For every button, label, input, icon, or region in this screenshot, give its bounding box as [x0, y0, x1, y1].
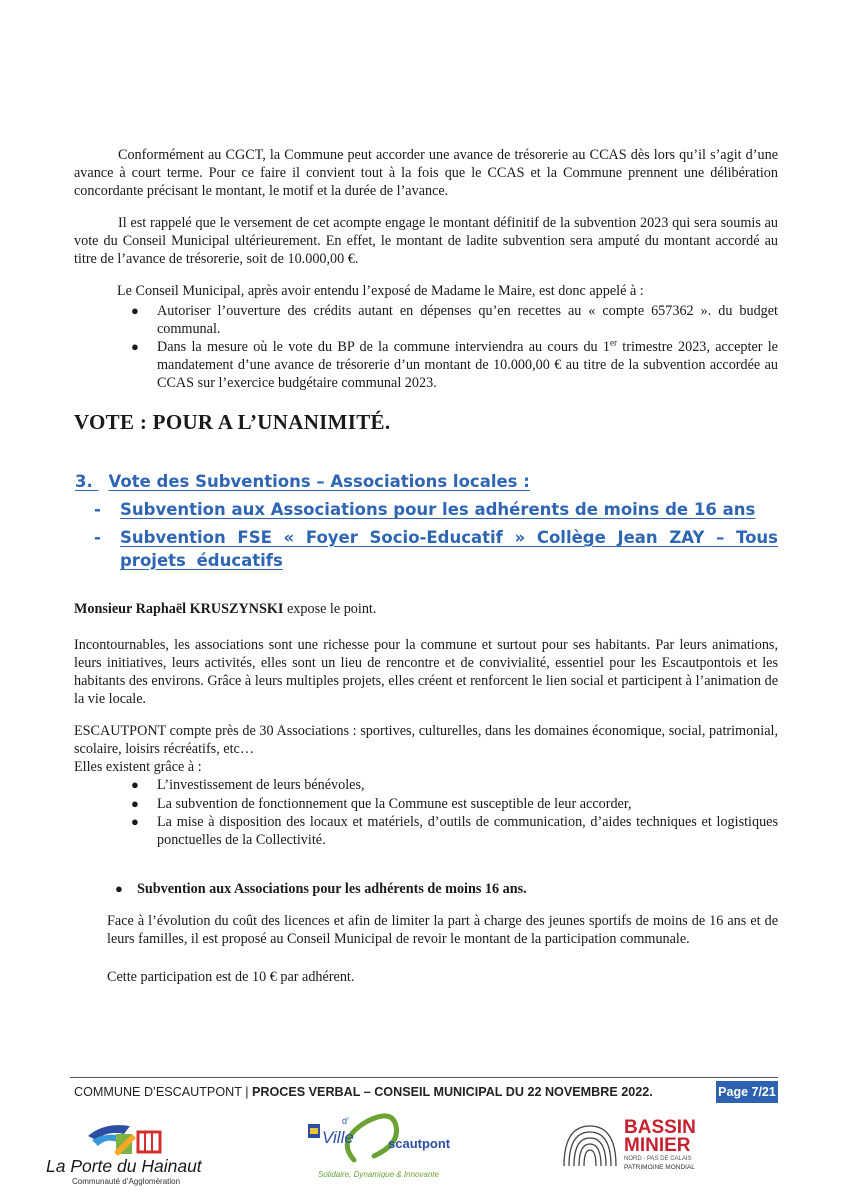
subheading-text: Subvention aux Associations pour les adhérents de moins de 16 ans: [120, 500, 756, 519]
list-item-text: La subvention de fonctionnement que la Commune est susceptible de leur accorder,: [157, 796, 632, 812]
ville-rest: scautpont: [388, 1136, 451, 1151]
paragraph-associations: Incontournables, les associations sont une richesse pour la commune et surtout pour ses habitants. Par leurs animations, leurs initiatives, leurs activités, elles sont un lieu de rencontre et de convivialité, essentiel pour les Escautpontois et les habitants des environs. Grâce à leurs multiples projets, elles créent et renforcent le lien social et participent à l’animation de la vie locale.: [74, 637, 778, 707]
porte-du-hainaut-logo: [44, 1112, 202, 1192]
list-item-text: L’investissement de leurs bénévoles,: [157, 777, 365, 793]
footer-divider: [70, 1077, 778, 1078]
bassin-minier-logo: [560, 1114, 700, 1178]
footer-pv-title: PROCES VERBAL – CONSEIL MUNICIPAL DU 22 NOVEMBRE 2022.: [251, 1085, 653, 1099]
list-item: [131, 776, 778, 794]
porte-logo-name: La Porte du Hainaut: [46, 1156, 202, 1176]
paragraph-conseil-appele: Le Conseil Municipal, après avoir entendu l’exposé de Madame le Maire, est donc appelé à :: [117, 283, 644, 299]
list-item-text: Dans la mesure où le vote du BP de la commune interviendra au cours du 1: [157, 339, 611, 355]
paragraph-existent: Elles existent grâce à :: [74, 759, 202, 775]
bullet-icon: ●: [131, 303, 139, 318]
bassin-word: BASSIN: [624, 1117, 696, 1138]
list-item: [131, 302, 778, 338]
minier-word: MINIER: [624, 1135, 691, 1156]
bold-list-item: [115, 880, 778, 898]
paragraph-avance-tresorerie: Conformément au CGCT, la Commune peut accorder une avance de trésorerie au CCAS dès lors qu’il s’agit d’une avance à court terme. Pour ce faire il convient tout à la fois que le CCAS et la Commune prennent une délibération concordante précisant le montant, le motif et la durée de l’avance.: [74, 147, 778, 199]
footer-commune: COMMUNE D’ESCAUTPONT |: [74, 1085, 249, 1099]
dash-icon: -: [94, 500, 101, 519]
speaker-action: expose le point.: [283, 601, 377, 617]
section-subheading: [94, 526, 778, 572]
paragraph-acompte: Il est rappelé que le versement de cet acompte engage le montant définitif de la subvention 2023 qui sera soumis au vote du Conseil Municipal ultérieurement. En effet, le montant de ladite subvention sera amputé du montant accordé au titre de l’avance de trésorerie, soit de 10.000,00 €.: [74, 215, 778, 267]
list-item-text: Autoriser l’ouverture des crédits autant en dépenses qu’en recettes au « compte 657362 ». du budget communal.: [157, 303, 778, 337]
paragraph-escautpont: ESCAUTPONT compte près de 30 Associations : sportives, culturelles, dans les domaines économique, social, patrimonial, scolaire, loisirs récréatifs, etc…: [74, 723, 778, 757]
subheading-text: Subvention FSE « Foyer Socio-Educatif » Collège Jean ZAY – Tous projets éducatifs: [120, 528, 778, 570]
list-item-text: La mise à disposition des locaux et matériels, d’outils de communication, d’aides techniques et logistiques ponctuelles de la Collectivité.: [157, 814, 778, 848]
bassin-region: NORD - PAS DE CALAIS: [624, 1156, 692, 1162]
ville-d: d’: [342, 1116, 350, 1126]
list-item-text: Subvention aux Associations pour les adhérents de moins 16 ans.: [137, 881, 527, 897]
list-item: [131, 795, 778, 813]
list-item-text: trimestre 2023, accepter le mandatement d’une avance de trésorerie d’un montant de 10.000,00 € au titre de la subvention accordée au CCAS sur l’exercice budgétaire communal 2023.: [157, 339, 778, 391]
footer-title: [74, 1085, 653, 1099]
paragraph-participation: Cette participation est de 10 € par adhérent.: [107, 969, 355, 985]
bullet-icon: ●: [131, 814, 139, 829]
page-number-badge: Page 7/21: [716, 1081, 778, 1103]
superscript: er: [610, 337, 618, 348]
bullet-icon: ●: [131, 777, 139, 792]
bullet-icon: ●: [115, 881, 123, 896]
ville-word: Ville: [322, 1128, 354, 1147]
section-heading: [75, 470, 530, 493]
dash-icon: -: [94, 528, 101, 547]
ville-escautpont-logo: [296, 1110, 456, 1190]
ville-tagline: Solidaire, Dynamique & Innovante: [318, 1170, 439, 1179]
porte-logo-subtitle: Communauté d’Agglomération: [72, 1177, 181, 1186]
bullet-icon: ●: [131, 796, 139, 811]
paragraph-licences: Face à l’évolution du coût des licences et afin de limiter la part à charge des jeunes sportifs de moins de 16 ans et de leurs familles, il est proposé au Conseil Municipal de revoir le montant de la participation communale.: [107, 913, 778, 947]
list-item: [131, 337, 778, 392]
section-title: Vote des Subventions – Associations locales :: [108, 472, 530, 491]
list-item: [131, 813, 778, 849]
vote-result: VOTE : POUR A L’UNANIMITÉ.: [74, 410, 391, 434]
speaker-line: [74, 600, 778, 618]
section-subheading: [94, 498, 780, 521]
bassin-minier-emblem-icon: [560, 1122, 620, 1172]
section-number: 3.: [75, 472, 93, 491]
speaker-name: Monsieur Raphaël KRUSZYNSKI: [74, 601, 284, 617]
bassin-patrimoine: PATRIMOINE MONDIAL: [624, 1164, 695, 1171]
porte-du-hainaut-emblem-icon: [44, 1112, 184, 1160]
bullet-icon: ●: [131, 339, 139, 354]
